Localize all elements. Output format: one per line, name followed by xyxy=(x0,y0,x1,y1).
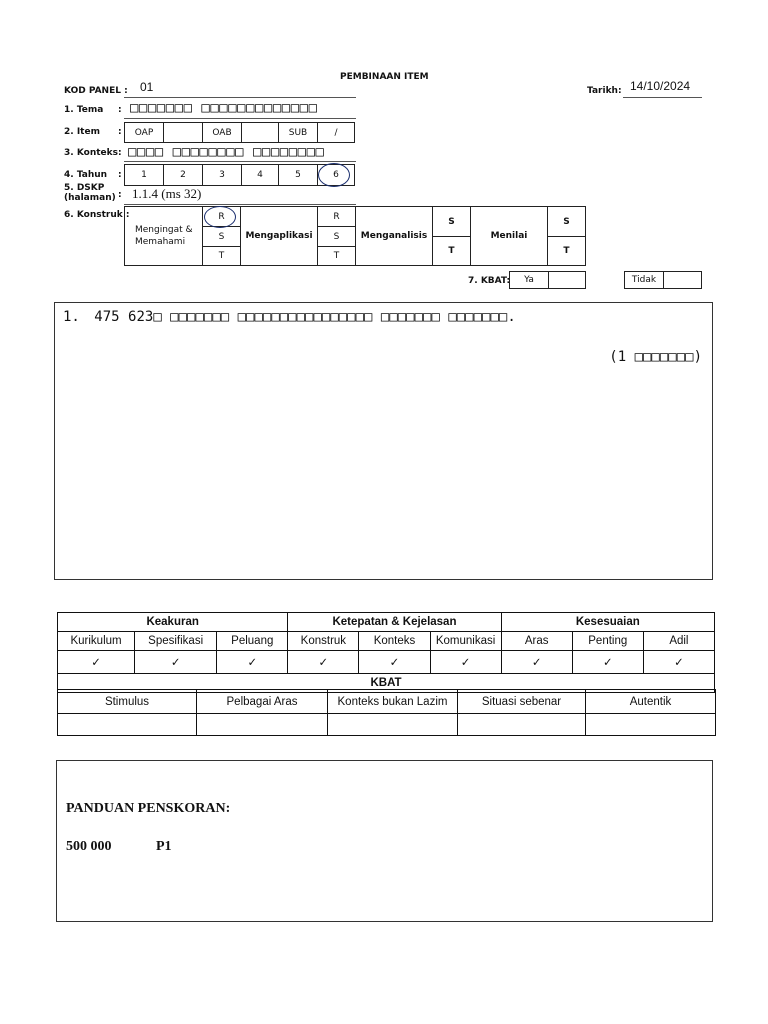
item-oap-box xyxy=(163,122,203,143)
kod-panel-underline xyxy=(124,97,356,98)
question-number: 1. xyxy=(63,309,80,325)
scoring-answer: 500 000 xyxy=(66,839,112,854)
konstruk-menganalisis-cell: Menganalisis xyxy=(355,206,433,266)
page-title: PEMBINAAN ITEM xyxy=(340,72,429,82)
item-oab-cell: OAB xyxy=(202,122,242,143)
check-komunikasi: ✓ xyxy=(430,651,501,674)
item-sub-mark: / xyxy=(317,122,355,143)
check-konstruk: ✓ xyxy=(288,651,359,674)
tema-underline xyxy=(124,118,356,119)
item-oab-box xyxy=(241,122,279,143)
tahun-option-6: 6 xyxy=(317,164,355,186)
konstruk-mengingat-cell xyxy=(124,206,203,266)
kbat-ya-cell: Ya xyxy=(509,271,549,289)
scoring-mark: P1 xyxy=(156,839,172,854)
tahun-colon: : xyxy=(118,170,122,180)
konstruk-r1: R xyxy=(202,206,241,227)
check-penting: ✓ xyxy=(572,651,643,674)
dskp-value: 1.1.4 (ms 32) xyxy=(132,186,202,201)
kbat-konteks-bukan-lazim-check xyxy=(328,714,458,736)
item-oap-cell: OAP xyxy=(124,122,164,143)
tahun-option-2: 2 xyxy=(163,164,203,186)
question-line xyxy=(63,309,516,325)
kbat-autentik-check xyxy=(586,714,716,736)
check-adil: ✓ xyxy=(643,651,714,674)
konstruk-selected-circle xyxy=(204,206,236,228)
kbat-tidak-box xyxy=(663,271,702,289)
item-sub-cell: SUB xyxy=(278,122,318,143)
tema-value: □□□□□□□ □□□□□□□□□□□□□ xyxy=(130,100,318,116)
kbat-situasi-sebenar-check xyxy=(458,714,586,736)
group-keakuran: Keakuran xyxy=(58,613,288,632)
col-konteks: Konteks xyxy=(359,632,430,651)
group-ketepatan: Ketepatan & Kejelasan xyxy=(288,613,501,632)
kbat-tidak-cell: Tidak xyxy=(624,271,664,289)
konstruk-s4: S xyxy=(547,206,586,237)
tarikh-label: Tarikh: xyxy=(587,86,622,96)
konstruk-mengaplikasi-cell: Mengaplikasi xyxy=(240,206,318,266)
tahun-option-1: 1 xyxy=(124,164,164,186)
kbat-title: KBAT xyxy=(58,674,715,693)
check-aras: ✓ xyxy=(501,651,572,674)
konstruk-s2: S xyxy=(317,226,356,247)
konstruk-label: 6. Konstruk : xyxy=(64,210,130,220)
item-label: 2. Item xyxy=(64,127,100,137)
konstruk-s1: S xyxy=(202,226,241,247)
tarikh-value: 14/10/2024 xyxy=(630,79,691,93)
konstruk-menilai-cell: Menilai xyxy=(470,206,548,266)
check-spesifikasi: ✓ xyxy=(135,651,217,674)
konteks-value: □□□□ □□□□□□□□ □□□□□□□□ xyxy=(128,144,325,160)
konstruk-t1: T xyxy=(202,246,241,266)
question-box xyxy=(54,302,713,580)
question-marks: (1 □□□□□□□) xyxy=(609,349,702,365)
tarikh-underline xyxy=(623,97,702,98)
konstruk-memahami-text: Memahami xyxy=(135,237,186,247)
kbat-stimulus: Stimulus xyxy=(58,690,197,714)
check-kurikulum: ✓ xyxy=(58,651,135,674)
konstruk-s3: S xyxy=(432,206,471,237)
col-spesifikasi: Spesifikasi xyxy=(135,632,217,651)
scoring-title: PANDUAN PENSKORAN: xyxy=(66,801,231,816)
kbat-situasi-sebenar: Situasi sebenar xyxy=(458,690,586,714)
kod-panel-label: KOD PANEL : xyxy=(64,86,128,96)
tema-colon: : xyxy=(118,105,122,115)
dskp-colon: : xyxy=(118,190,122,200)
konstruk-t3: T xyxy=(432,236,471,266)
dskp-label xyxy=(64,183,116,203)
col-konstruk: Konstruk xyxy=(288,632,359,651)
kbat-pelbagai-aras: Pelbagai Aras xyxy=(197,690,328,714)
tahun-selected-circle xyxy=(318,163,350,187)
tahun-option-5: 5 xyxy=(278,164,318,186)
col-adil: Adil xyxy=(643,632,714,651)
col-peluang: Peluang xyxy=(217,632,288,651)
kbat-ya-box xyxy=(548,271,586,289)
check-peluang: ✓ xyxy=(217,651,288,674)
konstruk-mengingat-text: Mengingat & xyxy=(135,225,193,235)
konstruk-t2: T xyxy=(317,246,356,266)
criteria-table xyxy=(57,612,715,693)
kbat-table xyxy=(57,689,716,736)
tahun-option-4: 4 xyxy=(241,164,279,186)
scoring-box xyxy=(56,760,713,922)
kbat-autentik: Autentik xyxy=(586,690,716,714)
dskp-underline xyxy=(124,204,356,205)
col-kurikulum: Kurikulum xyxy=(58,632,135,651)
check-konteks: ✓ xyxy=(359,651,430,674)
konstruk-r2: R xyxy=(317,206,356,227)
group-kesesuaian: Kesesuaian xyxy=(501,613,714,632)
konteks-label: 3. Konteks xyxy=(64,148,118,158)
item-colon: : xyxy=(118,127,122,137)
konteks-colon: : xyxy=(118,148,122,158)
tahun-label: 4. Tahun xyxy=(64,170,108,180)
kbat-pelbagai-aras-check xyxy=(197,714,328,736)
dskp-label-line2: (halaman) xyxy=(64,193,116,203)
tahun-option-3: 3 xyxy=(202,164,242,186)
col-aras: Aras xyxy=(501,632,572,651)
kbat-konteks-bukan-lazim: Konteks bukan Lazim xyxy=(328,690,458,714)
dskp-label-line1: 5. DSKP xyxy=(64,183,105,193)
konteks-underline xyxy=(124,161,356,162)
question-text: □ □□□□□□□ □□□□□□□□□□□□□□□□ □□□□□□□ □□□□□□□. xyxy=(153,309,516,325)
kbat-stimulus-check xyxy=(58,714,197,736)
col-komunikasi: Komunikasi xyxy=(430,632,501,651)
kod-panel-value: 01 xyxy=(140,80,154,94)
konstruk-t4: T xyxy=(547,236,586,266)
tema-label: 1. Tema xyxy=(64,105,104,115)
question-value: 475 623 xyxy=(94,309,154,325)
kbat-label: 7. KBAT: xyxy=(468,276,511,286)
col-penting: Penting xyxy=(572,632,643,651)
